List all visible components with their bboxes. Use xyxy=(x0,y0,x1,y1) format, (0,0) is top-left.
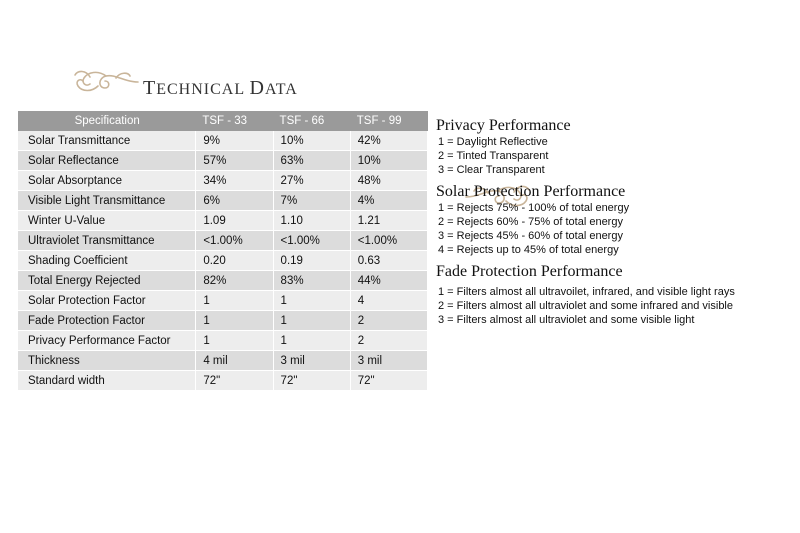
table-row xyxy=(18,371,428,391)
column-header: TSF - 66 xyxy=(274,111,351,131)
cell-value: 10% xyxy=(274,131,351,151)
page-title: TECHNICAL DATA xyxy=(143,77,298,99)
column-header: Specification xyxy=(18,111,196,131)
fade-heading: Fade Protection Performance xyxy=(436,263,623,280)
cell-value: 4% xyxy=(351,191,428,211)
cell-value: 0.20 xyxy=(196,251,273,271)
row-label: Solar Protection Factor xyxy=(18,291,196,311)
legend-item: 3 = Clear Transparent xyxy=(438,164,545,176)
solar-heading: Solar Protection Performance xyxy=(436,183,626,200)
row-label: Fade Protection Factor xyxy=(18,311,196,331)
table-row xyxy=(18,191,428,211)
row-label: Standard width xyxy=(18,371,196,391)
cell-value: 6% xyxy=(196,191,273,211)
cell-value: 4 mil xyxy=(196,351,273,371)
cell-value: 72" xyxy=(274,371,351,391)
cell-value: 1 xyxy=(274,331,351,351)
table-row xyxy=(18,271,428,291)
table-row xyxy=(18,151,428,171)
legend-panel xyxy=(436,117,796,333)
cell-value: 63% xyxy=(274,151,351,171)
cell-value: 1.09 xyxy=(196,211,273,231)
cell-value: 9% xyxy=(196,131,273,151)
fade-legend xyxy=(436,263,796,327)
cell-value: 7% xyxy=(274,191,351,211)
row-label: Solar Absorptance xyxy=(18,171,196,191)
flourish-left-icon xyxy=(72,66,140,96)
row-label: Ultraviolet Transmittance xyxy=(18,231,196,251)
table-row xyxy=(18,171,428,191)
cell-value: 4 xyxy=(351,291,428,311)
cell-value: 3 mil xyxy=(274,351,351,371)
table-row xyxy=(18,291,428,311)
table-row xyxy=(18,351,428,371)
solar-legend xyxy=(436,183,796,257)
row-label: Thickness xyxy=(18,351,196,371)
cell-value: 82% xyxy=(196,271,273,291)
table-row xyxy=(18,131,428,151)
legend-item: 2 = Rejects 60% - 75% of total energy xyxy=(438,216,623,228)
privacy-heading: Privacy Performance xyxy=(436,117,571,134)
legend-item: 1 = Rejects 75% - 100% of total energy xyxy=(438,202,630,214)
column-header: TSF - 99 xyxy=(351,111,428,131)
cell-value: 1 xyxy=(196,331,273,351)
cell-value: 3 mil xyxy=(351,351,428,371)
table-row xyxy=(18,251,428,271)
row-label: Solar Transmittance xyxy=(18,131,196,151)
legend-item: 3 = Filters almost all ultraviolet and some visible light xyxy=(438,314,695,326)
cell-value: 42% xyxy=(351,131,428,151)
title-block xyxy=(72,64,392,104)
cell-value: 27% xyxy=(274,171,351,191)
cell-value: 83% xyxy=(274,271,351,291)
row-label: Privacy Performance Factor xyxy=(18,331,196,351)
cell-value: 2 xyxy=(351,311,428,331)
column-header: TSF - 33 xyxy=(196,111,273,131)
cell-value: 0.19 xyxy=(274,251,351,271)
cell-value: 72" xyxy=(351,371,428,391)
technical-data-table xyxy=(18,111,428,391)
cell-value: 1 xyxy=(274,291,351,311)
table-row xyxy=(18,211,428,231)
cell-value: 1 xyxy=(196,291,273,311)
cell-value: <1.00% xyxy=(274,231,351,251)
legend-item: 2 = Tinted Transparent xyxy=(438,150,549,162)
table-row xyxy=(18,311,428,331)
cell-value: 10% xyxy=(351,151,428,171)
cell-value: 1.21 xyxy=(351,211,428,231)
table-row xyxy=(18,331,428,351)
cell-value: 34% xyxy=(196,171,273,191)
legend-item: 3 = Rejects 45% - 60% of total energy xyxy=(438,230,623,242)
table-header-row xyxy=(18,111,428,131)
cell-value: 44% xyxy=(351,271,428,291)
cell-value: 1 xyxy=(196,311,273,331)
row-label: Visible Light Transmittance xyxy=(18,191,196,211)
cell-value: 72" xyxy=(196,371,273,391)
cell-value: 1.10 xyxy=(274,211,351,231)
cell-value: <1.00% xyxy=(351,231,428,251)
table-row xyxy=(18,231,428,251)
legend-item: 1 = Filters almost all ultravoilet, infrared, and visible light rays xyxy=(438,286,735,298)
legend-item: 4 = Rejects up to 45% of total energy xyxy=(438,244,619,256)
cell-value: 2 xyxy=(351,331,428,351)
cell-value: 1 xyxy=(274,311,351,331)
cell-value: 48% xyxy=(351,171,428,191)
legend-item: 1 = Daylight Reflective xyxy=(438,136,548,148)
cell-value: <1.00% xyxy=(196,231,273,251)
row-label: Winter U-Value xyxy=(18,211,196,231)
cell-value: 57% xyxy=(196,151,273,171)
legend-item: 2 = Filters almost all ultraviolet and some infrared and visible xyxy=(438,300,733,312)
row-label: Solar Reflectance xyxy=(18,151,196,171)
row-label: Total Energy Rejected xyxy=(18,271,196,291)
privacy-legend xyxy=(436,117,796,177)
row-label: Shading Coefficient xyxy=(18,251,196,271)
cell-value: 0.63 xyxy=(351,251,428,271)
